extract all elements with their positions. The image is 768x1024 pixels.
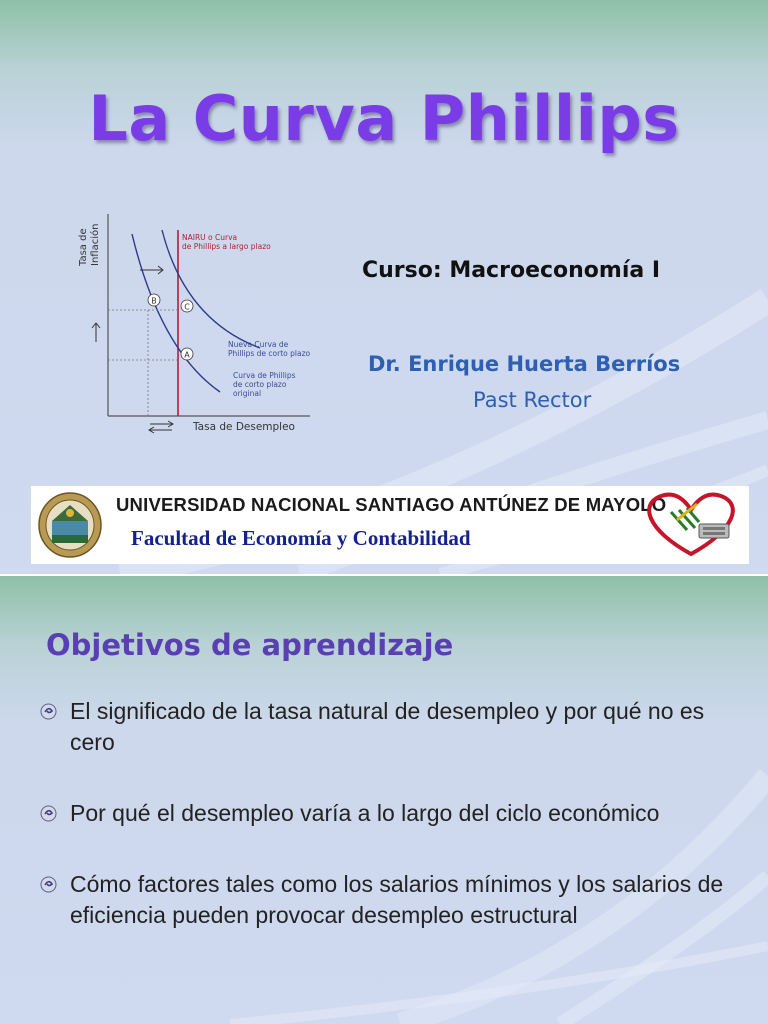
orig-curve-label-2: de corto plazo — [233, 380, 287, 389]
original-phillips-curve — [132, 234, 220, 392]
objectives-list — [40, 696, 740, 931]
orig-curve-label-3: original — [233, 389, 262, 398]
list-item-text: Por qué el desempleo varía a lo largo del ciclo económico — [70, 800, 660, 826]
slide-title: La Curva Phillips — [88, 82, 680, 155]
point-b-label: B — [151, 296, 157, 306]
y-axis-label-2: Inflación — [90, 223, 101, 266]
faculty-heart-logo-icon — [637, 490, 745, 560]
new-curve-label-2: Phillips de corto plazo — [228, 349, 311, 358]
orig-curve-label-1: Curva de Phillips — [233, 371, 296, 380]
point-c-label: C — [184, 302, 190, 312]
bullet-swirl-icon — [40, 805, 57, 822]
objectives-slide — [0, 576, 768, 1024]
x-axis-label: Tasa de Desempleo — [193, 421, 295, 433]
up-arrow-icon — [92, 323, 100, 342]
nairu-label-1: NAIRU o Curva — [182, 233, 238, 242]
university-seal-icon — [37, 491, 103, 559]
list-item-text: El significado de la tasa natural de desempleo y por qué no es cero — [70, 698, 705, 755]
objectives-heading: Objetivos de aprendizaje — [46, 628, 454, 662]
university-name: UNIVERSIDAD NACIONAL SANTIAGO ANTÚNEZ DE MAYOLO — [116, 494, 667, 515]
new-curve-label-1: Nueva Curva de — [228, 340, 289, 349]
point-a-label: A — [184, 350, 190, 360]
list-item — [40, 869, 740, 931]
university-banner — [31, 486, 749, 564]
course-name: Curso: Macroeconomía I — [362, 258, 661, 283]
phillips-curve-figure — [70, 200, 320, 445]
professor-name: Dr. Enrique Huerta Berríos — [368, 352, 681, 376]
left-right-arrow-icon — [149, 421, 173, 433]
list-item — [40, 696, 740, 758]
list-item-text: Cómo factores tales como los salarios mínimos y los salarios de eficiencia pueden provocar desempleo estructural — [70, 871, 724, 928]
bullet-swirl-icon — [40, 876, 57, 893]
faculty-name: Facultad de Economía y Contabilidad — [131, 526, 471, 550]
bullet-swirl-icon — [40, 703, 57, 720]
list-item — [40, 798, 740, 829]
nairu-label-2: de Phillips a largo plazo — [182, 242, 271, 251]
y-axis-label-1: Tasa de — [78, 228, 89, 266]
professor-role: Past Rector — [473, 388, 592, 412]
